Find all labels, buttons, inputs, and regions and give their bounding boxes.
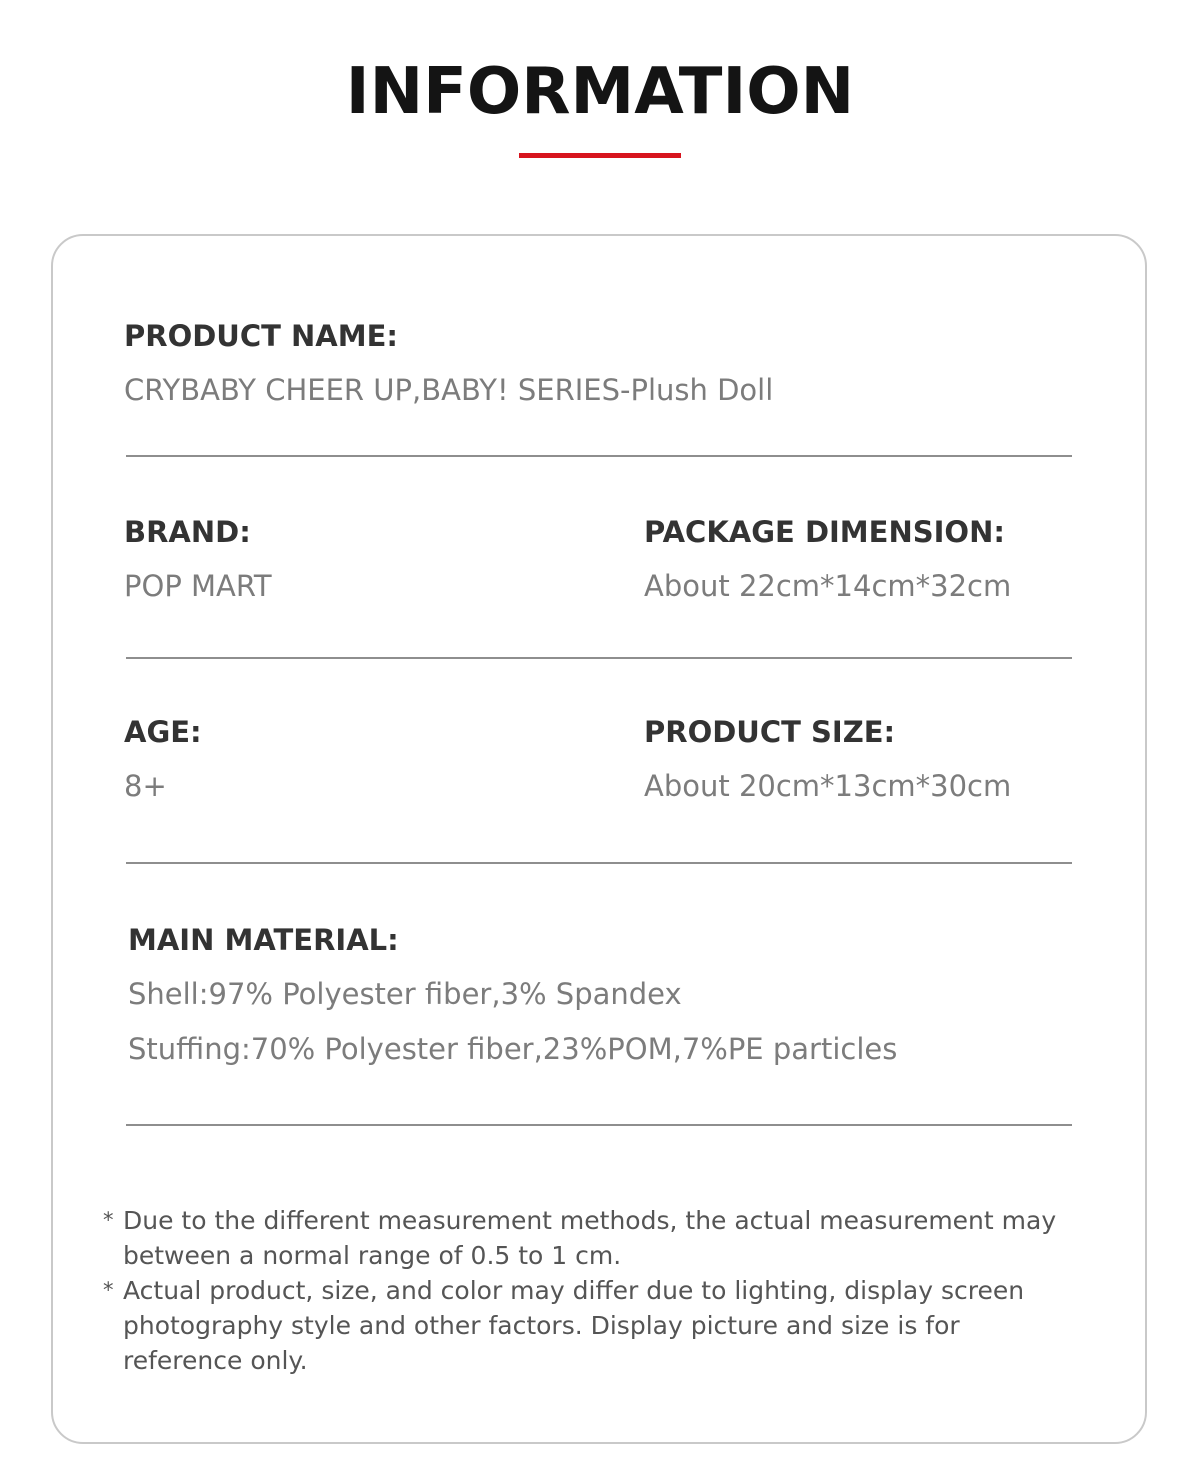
age-value: 8+ <box>124 769 167 803</box>
page-title: INFORMATION <box>345 55 855 129</box>
divider <box>126 862 1072 864</box>
package-dimension-label: PACKAGE DIMENSION: <box>644 515 1005 549</box>
asterisk-marker: * <box>103 1278 114 1302</box>
main-material-shell: Shell:97% Polyester fiber,3% Spandex <box>128 977 682 1011</box>
age-label: AGE: <box>124 715 202 749</box>
package-dimension-value: About 22cm*14cm*32cm <box>644 569 1012 603</box>
main-material-label: MAIN MATERIAL: <box>128 923 399 957</box>
product-size-value: About 20cm*13cm*30cm <box>644 769 1012 803</box>
divider <box>126 455 1072 457</box>
divider <box>126 657 1072 659</box>
brand-label: BRAND: <box>124 515 251 549</box>
product-name-value: CRYBABY CHEER UP,BABY! SERIES-Plush Doll <box>124 373 774 407</box>
product-name-label: PRODUCT NAME: <box>124 319 398 353</box>
asterisk-marker: * <box>103 1208 114 1232</box>
display-note <box>103 1273 1083 1378</box>
product-size-label: PRODUCT SIZE: <box>644 715 896 749</box>
divider <box>126 1124 1072 1126</box>
title-underline <box>519 153 681 158</box>
display-note-text: Actual product, size, and color may differ due to lighting, display screen photography style and other factors. Display picture and size is for reference only. <box>123 1276 1025 1375</box>
main-material-stuffing: Stuffing:70% Polyester fiber,23%POM,7%PE particles <box>128 1032 898 1066</box>
brand-value: POP MART <box>124 569 272 603</box>
measurement-note-text: Due to the different measurement methods, the actual measurement may between a normal range of 0.5 to 1 cm. <box>123 1206 1057 1270</box>
measurement-note <box>103 1203 1083 1273</box>
